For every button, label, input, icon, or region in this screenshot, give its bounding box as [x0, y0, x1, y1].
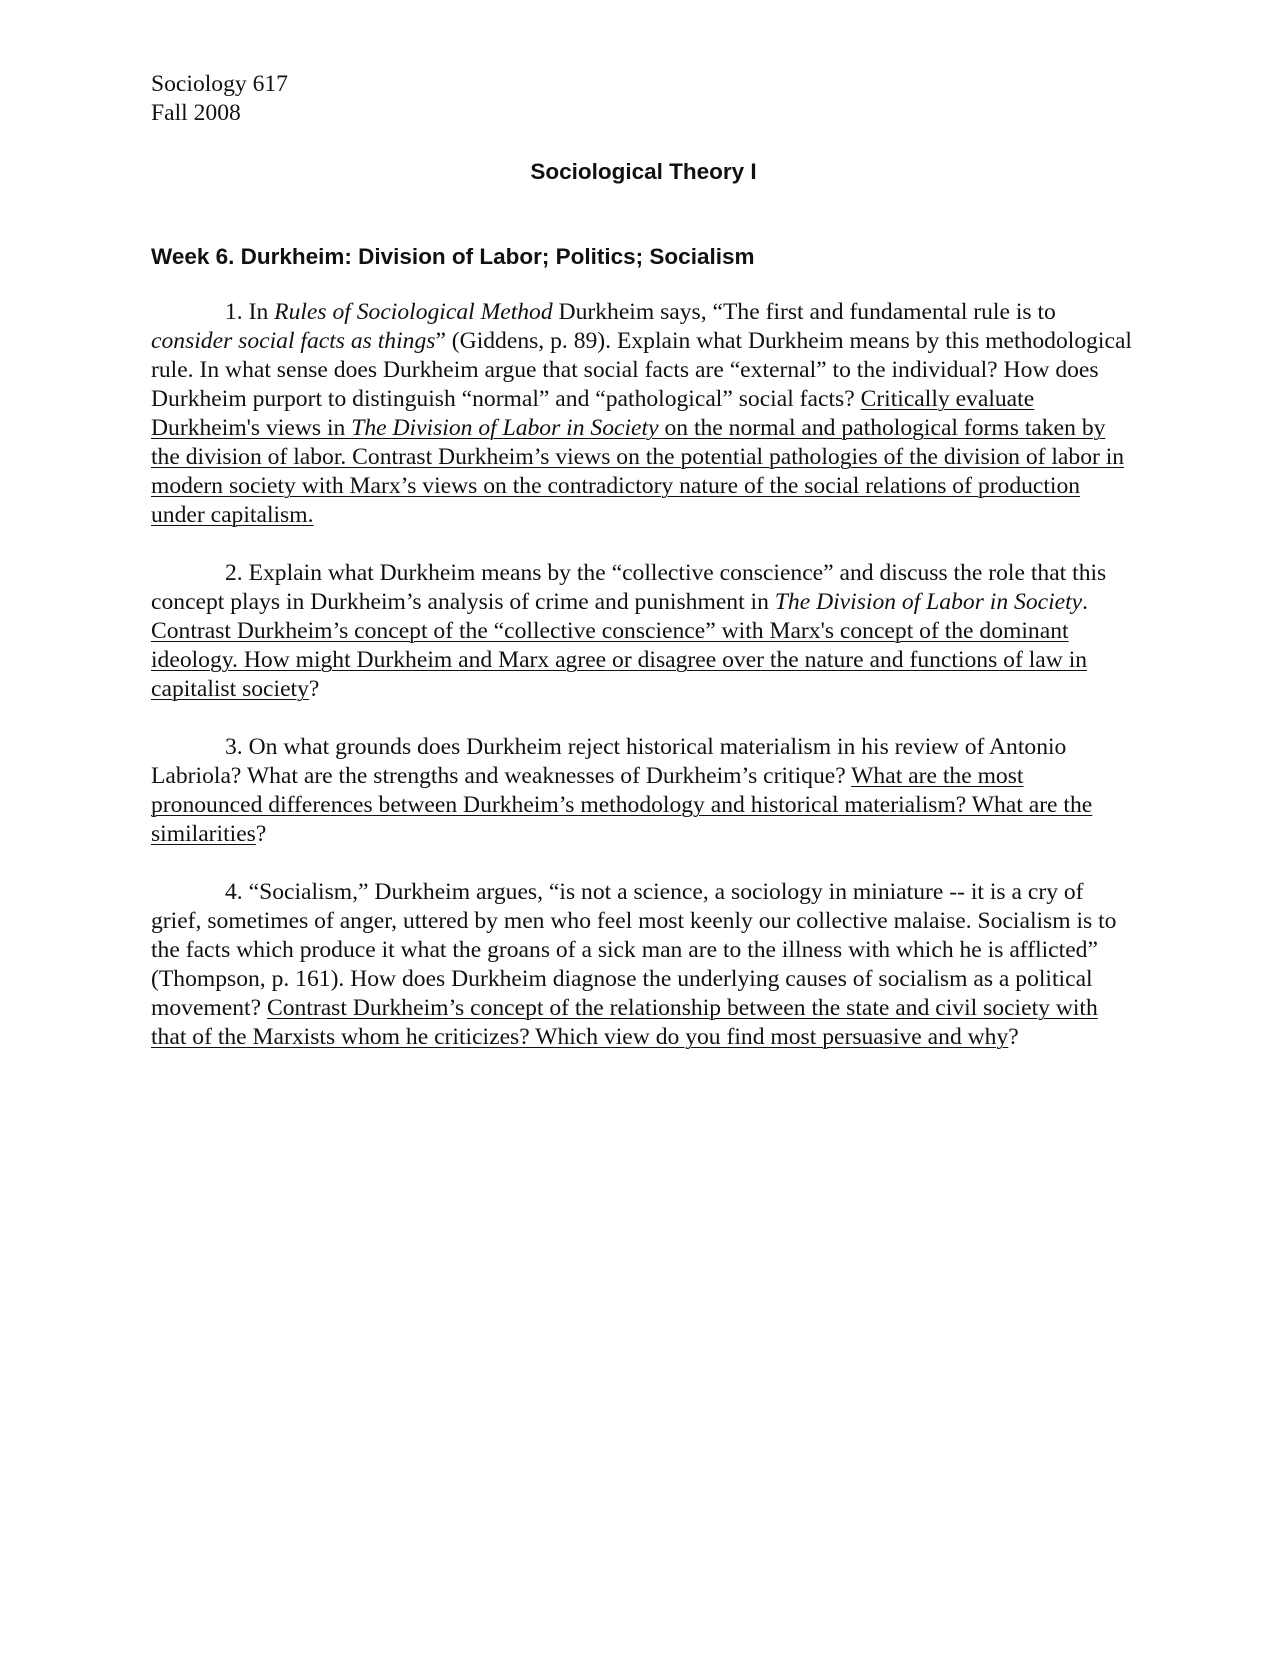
document-page — [151, 70, 1136, 1052]
question-number: 4. — [225, 879, 243, 905]
question-number: 1. — [225, 299, 243, 325]
question-2: 2. Explain what Durkheim means by the “collective conscience” and discuss the role that this concept plays in Durkheim’s analysis of crime and punishment in The Division of Labor in Society. Contrast Durkheim’s concept of the “collective conscience” with Marx's concept of the dominant ideology. How might Durkheim and Marx agree or disagree over the nature and functions of law in capitalist society? — [151, 560, 1107, 702]
question-4: 4. “Socialism,” Durkheim argues, “is not a science, a sociology in miniature -- it is a cry of grief, sometimes of anger, uttered by men who feel most keenly our collective malaise. Socialism is to the facts which produce it what the groans of a sick man are to the illness with which he is afflicted” (Thompson, p. 161). How does Durkheim diagnose the underlying causes of socialism as a political movement? Contrast Durkheim’s concept of the relationship between the state and civil society with that of the Marxists whom he criticizes? Which view do you find most persuasive and why? — [151, 879, 1117, 1050]
question-number: 3. — [225, 734, 243, 760]
underlined-prompt: What are the most pronounced differences between Durkheim’s methodology and historical materialism? What are the similarities — [151, 763, 1093, 847]
week-heading: Week 6. Durkheim: Division of Labor; Politics; Socialism — [151, 244, 755, 269]
question-number: 2. — [225, 560, 243, 586]
question-1: 1. In Rules of Sociological Method Durkheim says, “The first and fundamental rule is to consider social facts as things” (Giddens, p. 89). Explain what Durkheim means by this methodological rule. In what sense does Durkheim argue that social facts are “external” to the individual? How does Durkheim purport to distinguish “normal” and “pathological” social facts? Critically evaluate Durkheim's views in The Division of Labor in Society on the normal and pathological forms taken by the division of labor. Contrast Durkheim’s views on the potential pathologies of the division of labor in modern society with Marx’s views on the contradictory nature of the social relations of production under capitalism. — [151, 299, 1132, 528]
course-term: Fall 2008 — [151, 100, 241, 126]
underlined-prompt: Critically evaluate Durkheim's views in The Division of Labor in Society on the normal and pathological forms taken by the division of labor. Contrast Durkheim’s views on the potential pathologies of the division of labor in modern society with Marx’s views on the contradictory nature of the social relations of production under capitalism. — [151, 386, 1125, 528]
course-number: Sociology 617 — [151, 71, 288, 97]
underlined-prompt: Contrast Durkheim’s concept of the relationship between the state and civil society with that of the Marxists whom he criticizes? Which view do you find most persuasive and why — [151, 995, 1098, 1050]
document-title: Sociological Theory I — [530, 159, 757, 184]
underlined-prompt: Contrast Durkheim’s concept of the “collective conscience” with Marx's concept of the dominant ideology. How might Durkheim and Marx agree or disagree over the nature and functions of law in capitalist society — [151, 618, 1088, 702]
question-3: 3. On what grounds does Durkheim reject historical materialism in his review of Antonio Labriola? What are the strengths and weaknesses of Durkheim’s critique? What are the most pronounced differences between Durkheim’s methodology and historical materialism? What are the similarities? — [151, 734, 1093, 847]
